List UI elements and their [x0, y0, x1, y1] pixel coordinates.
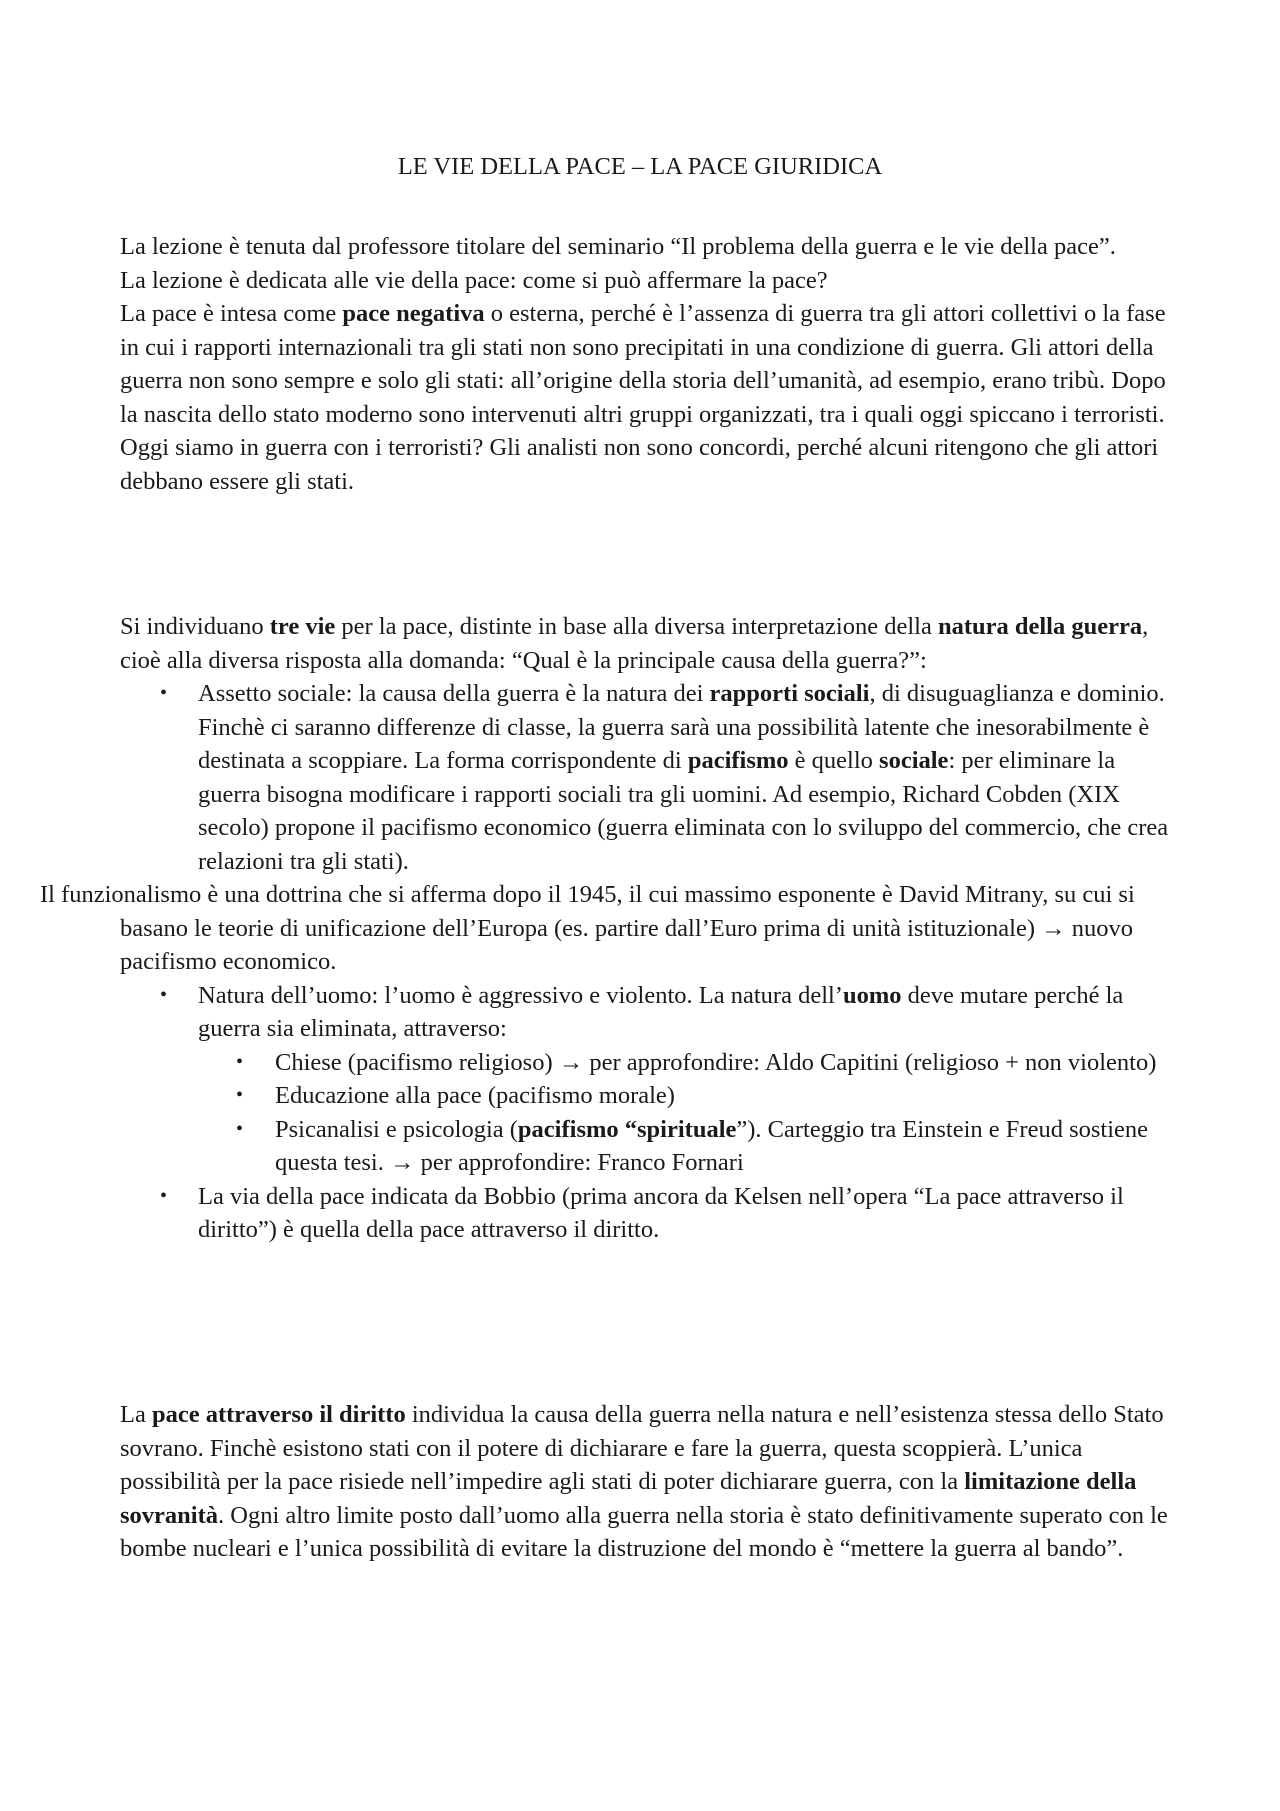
- text-run: La pace è intesa come: [120, 300, 343, 327]
- intro-paragraph-1: La lezione è tenuta dal professore titolare del seminario “Il problema della guerra e le vie della pace”.: [120, 233, 1116, 260]
- bold-term: uomo: [842, 981, 902, 1009]
- text-run: La: [120, 1401, 152, 1428]
- text-run: Assetto sociale: la causa della guerra è la natura dei: [198, 680, 710, 707]
- text-run: Si individuano: [120, 613, 270, 640]
- bold-term: pace negativa: [342, 300, 485, 327]
- list-item-social: [120, 677, 1170, 878]
- intro-section: [120, 230, 1170, 498]
- functionalism-paragraph: Il funzionalismo è una dottrina che si afferma dopo il 1945, il cui massimo esponente è David Mitrany, su cui si basano le teorie di unificazione dell’Europa (es. partire dall’Euro prima di unità istituzionale) → nuovo pacifismo economico.: [40, 881, 1135, 975]
- law-section: [120, 1398, 1170, 1566]
- bold-term: rapporti sociali: [709, 680, 870, 707]
- law-paragraph: [120, 1398, 1170, 1566]
- bold-term: sociale: [879, 747, 949, 774]
- text-run: : per eliminare la guerra bisogna modificare i rapporti sociali tra gli uomini. Ad esempio, Richard Cobden (XIX secolo) propone il pacifismo economico (guerra eliminata con lo sviluppo del commercio, che crea relazioni tra gli stati).: [198, 747, 1169, 875]
- page-title: LE VIE DELLA PACE – LA PACE GIURIDICA: [397, 153, 883, 180]
- sub-item-psychology: [120, 1113, 1170, 1180]
- text-run: , di disuguaglianza e dominio. Finchè ci saranno differenze di classe, la guerra sarà una possibilità latente che inesorabilmente è destinata a scoppiare. La forma corrispondente di: [198, 680, 1165, 774]
- text-run: o esterna, perché è l’assenza di guerra tra gli attori collettivi o la fase in cui i rapporti internazionali tra gli stati non sono precipitati in una condizione di guerra. Gli attori della guerra non sono sempre e solo gli stati: all’origine della storia dell’umanità, ad esempio, erano tribù. Dopo la nascita dello stato moderno sono intervenuti altri gruppi organizzati, tra i quali oggi spiccano i terroristi. Oggi siamo in guerra con i terroristi? Gli analisti non sono concordi, perché alcuni ritengono che gli attori debbano essere gli stati.: [120, 300, 1166, 495]
- bold-term: pace attraverso il diritto: [151, 1401, 406, 1428]
- sub-item-education: • Educazione alla pace (pacifismo morale): [120, 1079, 1170, 1113]
- bold-term: pacifismo “spirituale: [517, 1115, 737, 1143]
- ways-list-continued: [120, 979, 1170, 1247]
- text-run: per la pace, distinte in base alla diversa interpretazione della: [335, 613, 938, 640]
- text-run: è quello: [788, 747, 880, 774]
- text-run: individua la causa della guerra nella natura e nell’esistenza stessa dello Stato sovrano. Finchè esistono stati con il potere di dichiarare e fare la guerra, questa scoppierà. L’unica possibilità per la pace risiede nell’impedire agli stati di poter dichiarare guerra, con la: [120, 1401, 1164, 1495]
- sub-item-churches: • Chiese (pacifismo religioso) → per approfondire: Aldo Capitini (religioso + non violento): [120, 1046, 1170, 1080]
- text-run: deve mutare perché la guerra sia eliminata, attraverso:: [198, 981, 1124, 1042]
- three-ways-paragraph: [120, 610, 1170, 677]
- bold-term: pacifismo: [687, 747, 789, 774]
- text-run: , cioè alla diversa risposta alla domanda: “Qual è la principale causa della guerra?”:: [120, 613, 1149, 674]
- list-item-human-nature: [120, 979, 1170, 1046]
- bold-term: limitazione della sovranità: [120, 1468, 1137, 1529]
- text-run: . Ogni altro limite posto dall’uomo alla guerra nella storia è stato definitivamente superato con le bombe nucleari e l’unica possibilità di evitare la distruzione del mondo è “mettere la guerra al bando”.: [120, 1501, 1168, 1562]
- text-run: Natura dell’uomo: l’uomo è aggressivo e violento. La natura dell’: [198, 981, 843, 1009]
- ways-list: [120, 677, 1170, 878]
- bold-term: natura della guerra: [937, 613, 1143, 640]
- text-run: ”). Carteggio tra Einstein e Freud sostiene questa tesi. → per approfondire: Franco Fornari: [275, 1115, 1149, 1176]
- text-run: Psicanalisi e psicologia (: [275, 1115, 518, 1143]
- bold-term: tre vie: [269, 613, 336, 640]
- intro-paragraph-3: [120, 297, 1170, 498]
- list-item-law: • La via della pace indicata da Bobbio (prima ancora da Kelsen nell’opera “La pace attraverso il diritto”) è quella della pace attraverso il diritto.: [120, 1180, 1170, 1247]
- three-ways-section: [40, 610, 1170, 1247]
- intro-paragraph-2: La lezione è dedicata alle vie della pace: come si può affermare la pace?: [120, 266, 828, 294]
